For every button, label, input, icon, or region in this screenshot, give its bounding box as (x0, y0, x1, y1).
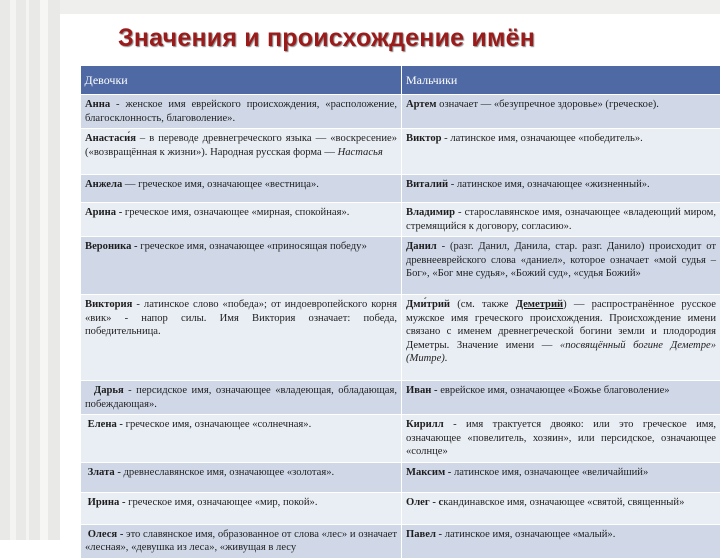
girl-name: Арина - (85, 207, 123, 218)
girl-meaning: это славянское имя, образованное от слова «лес» и означает «лесная», «девушка из леса», «живущая в лесу (85, 528, 397, 553)
girl-cell (81, 462, 402, 492)
girl-name: Злата - (87, 466, 121, 478)
names-table (80, 66, 721, 559)
girl-meaning: греческое имя, означающее «мирная, спокойная». (122, 207, 350, 218)
table-row (81, 95, 721, 129)
girl-cell (81, 492, 402, 524)
boy-name: Дми́трий (406, 299, 451, 310)
boy-name: Олег - с (406, 496, 444, 508)
header-girls: Девочки (81, 66, 402, 95)
girl-cell (81, 175, 402, 203)
table-row (81, 462, 721, 492)
boy-meaning: еврейское имя, означающее «Божье благоволение» (437, 385, 670, 396)
girl-meaning: - персидское имя, означающее «владеющая, обладающая, побеждающая». (85, 385, 397, 410)
boy-meaning: означает — «безупречное здоровье» (греческое). (436, 99, 659, 110)
decorative-stripe-line (26, 0, 29, 540)
boy-meaning: - старославянское имя, означающее «владеющий миром, стремящийся к договору, согласию». (406, 207, 716, 232)
girl-name: Виктория (85, 299, 133, 310)
decorative-stripe-line (10, 0, 16, 540)
boy-meaning: кандинавское имя, означающее «святой, священный» (443, 496, 685, 508)
boy-cell (402, 524, 721, 558)
girl-cell (81, 415, 402, 463)
boy-cell (402, 237, 721, 295)
boy-name: Максим - (406, 466, 452, 478)
boy-cell (402, 203, 721, 237)
girl-name: Вероника - (85, 241, 138, 252)
table-row (81, 175, 721, 203)
girl-meaning: — греческое имя, означающее «вестница». (122, 179, 319, 190)
girl-meaning: – в переводе древнегреческого языка — «воскресение» («возвращённая к жизни»). Народная русская форма — (85, 133, 397, 158)
girl-meaning: древнеславянское имя, означающее «золотая». (120, 466, 335, 478)
boy-cell (402, 175, 721, 203)
table-row (81, 203, 721, 237)
decorative-stripe-line (40, 0, 48, 540)
girl-cell (81, 381, 402, 415)
boy-meaning: - имя трактуется двояко: или это греческое имя, означающее «повелитель, хозяин», или персидское, означающее «солнце» (406, 419, 716, 457)
girl-meaning-italic: Настасья (337, 146, 383, 158)
girl-meaning: греческое имя, означающее «солнечная». (122, 419, 312, 430)
girl-meaning: греческое имя, означающее «мир, покой». (125, 496, 318, 508)
boy-meaning: - (разг. Данил, Данила, стар. разг. Данило) происходит от древнееврейского слова «даниел», которое означает «мой судья – Бог», «Бог мне судья», «Божий суд», «судья Божий» (406, 241, 716, 279)
boy-name: Павел - (406, 528, 443, 540)
table-row (81, 129, 721, 175)
boy-meaning: - латинское имя, означающее «жизненный». (448, 179, 650, 190)
boy-cell (402, 129, 721, 175)
boy-meaning: - латинское имя, означающее «победитель». (441, 133, 643, 144)
boy-name: Виталий (406, 179, 449, 190)
boy-cell (402, 95, 721, 129)
boy-meaning: (см. также (450, 299, 516, 310)
girl-cell (81, 295, 402, 381)
girl-cell (81, 129, 402, 175)
girl-name: Елена - (87, 419, 123, 430)
girl-cell (81, 524, 402, 558)
boy-cell (402, 295, 721, 381)
table-row (81, 415, 721, 463)
boy-name: Иван - (406, 385, 438, 396)
boy-meaning-italic: «посвящённый богине Деметре» (Митре). (406, 339, 716, 364)
girl-name: Олеся - (87, 528, 124, 540)
boy-name: Владимир (406, 207, 455, 218)
demetrius-link[interactable]: Деметрий (515, 299, 564, 310)
boy-name: Данил (406, 241, 437, 252)
boy-meaning: латинское имя, означающее «величайший» (451, 466, 649, 478)
girl-name: Анжела (85, 179, 123, 190)
boy-cell (402, 462, 721, 492)
table-header-row (81, 66, 721, 95)
girl-meaning: - латинское слово «победа»; от индоевропейского корня «вик» - напор силы. Имя Виктория означает: победа, победительница. (85, 299, 397, 337)
girl-name: Анастаси́я (85, 133, 136, 144)
girl-name: Ирина - (87, 496, 126, 508)
girl-meaning: - женское имя еврейского происхождения, «расположение, благосклонность, благоволение». (85, 99, 397, 124)
decorative-top-band (60, 0, 720, 14)
boy-name: Артем (406, 99, 437, 110)
table-row (81, 237, 721, 295)
table-row (81, 381, 721, 415)
boy-meaning-cont: ) — распространённое русское мужское имя греческого происхождения. Происхождение имени связано с именем древнегреческой богини земли и плодородия Деметры. Значение имени — (406, 299, 716, 351)
girl-meaning: греческое имя, означающее «приносящая победу» (137, 241, 367, 252)
boy-name: Виктор (406, 133, 442, 144)
boy-cell (402, 381, 721, 415)
girl-name: Анна (85, 99, 111, 110)
boy-name: Кирилл (406, 419, 444, 430)
table-row (81, 524, 721, 558)
girl-cell (81, 95, 402, 129)
girl-cell (81, 203, 402, 237)
boy-cell (402, 492, 721, 524)
table-row (81, 295, 721, 381)
page-title: Значения и происхождение имён (118, 24, 536, 52)
table-row (81, 492, 721, 524)
decorative-stripe (0, 0, 60, 540)
boy-meaning: латинское имя, означающее «малый». (442, 528, 616, 540)
girl-cell (81, 237, 402, 295)
boy-cell (402, 415, 721, 463)
girl-name: Дарья (93, 385, 124, 396)
header-boys: Мальчики (402, 66, 721, 95)
